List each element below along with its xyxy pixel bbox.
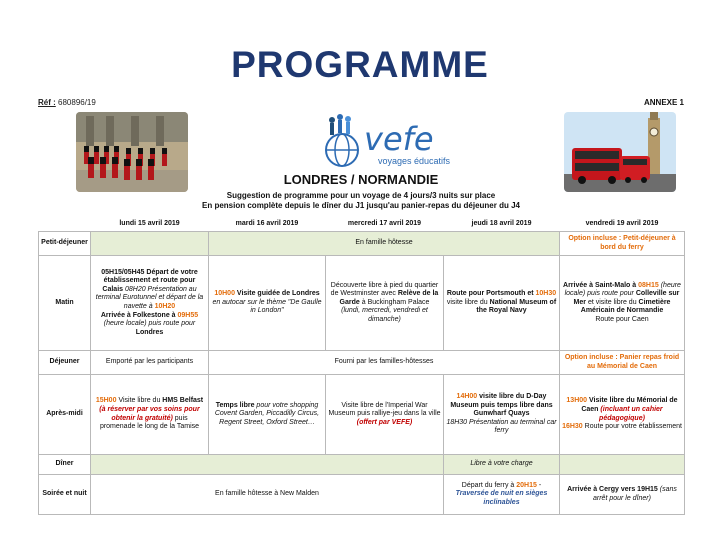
row-label: Soirée et nuit <box>39 475 91 515</box>
day-header: mercredi 17 avril 2019 <box>326 218 444 232</box>
days-header-row <box>39 218 685 232</box>
day-header: jeudi 18 avril 2019 <box>444 218 560 232</box>
cell-mon: 15H00 Visite libre du HMS Belfast (à réserver par vos soins pour obtenir la gratuité) puis promenade le long de la Tamise <box>91 375 209 455</box>
cell-mon: 05H15/05H45 Départ de votre établissement et route pour Calais 08H20 Présentation au terminal Eurotunnel et départ de la navette à 10H20 Arrivée à Folkestone à 09H55 (heure locale) puis route pour Londres <box>91 256 209 351</box>
row-label: Matin <box>39 256 91 351</box>
row-matin <box>39 256 685 351</box>
row-petit-dejeuner <box>39 232 685 256</box>
row-apres-midi <box>39 375 685 455</box>
cell-merged: Fourni par les familles-hôtesses <box>209 351 560 375</box>
cell-fri: 13H00 Visite libre du Mémorial de Caen (incluant un cahier pédagogique) 16H30 Route pour votre établissement <box>560 375 685 455</box>
cell-thu: Départ du ferry à 20H15 - Traversée de nuit en sièges inclinables <box>444 475 560 515</box>
day-header: lundi 15 avril 2019 <box>91 218 209 232</box>
row-label: Petit-déjeuner <box>39 232 91 256</box>
cell-wed: Découverte libre à pied du quartier de Westminster avec Relève de la Garde à Buckingham Palace (lundi, mercredi, vendredi et dimanche) <box>326 256 444 351</box>
programme-document <box>38 98 684 518</box>
programme-suggestion: Suggestion de programme pour un voyage de 4 jours/3 nuits sur place En pension complète depuis le dîner du J1 jusqu'au panier-repas du déjeuner du J4 <box>202 191 520 210</box>
vefe-logo: vefe voyages éducatifs <box>318 112 468 170</box>
cell-fri: Arrivée à Saint-Malo à 08H15 (heure locale) puis route pour Colleville sur Mer et visite libre du Cimetière Américain de Normandie Route pour Caen <box>560 256 685 351</box>
cell-merged: En famille hôtesse <box>209 232 560 256</box>
cell-fri: Arrivée à Cergy vers 19H15 (sans arrêt pour le dîner) <box>560 475 685 515</box>
cell-fri: Option incluse : Petit-déjeuner à bord du ferry <box>560 232 685 256</box>
cell-fri: Option incluse : Panier repas froid au Mémorial de Caen <box>560 351 685 375</box>
cell-mon: Emporté par les participants <box>91 351 209 375</box>
cell-wed: Visite libre de l'Imperial War Museum puis ralliye-jeu dans la ville (offert par VEFE) <box>326 375 444 455</box>
day-header: vendredi 19 avril 2019 <box>560 218 685 232</box>
document-title: LONDRES / NORMANDIE <box>283 172 439 187</box>
cell-thu: Route pour Portsmouth et 10H30 visite libre du National Museum of the Royal Navy <box>444 256 560 351</box>
annexe-label: ANNEXE 1 <box>643 98 684 107</box>
cell-thu: 14H00 visite libre du D-Day Museum puis temps libre dans Gunwharf Quays 18H30 Présentation au terminal car ferry <box>444 375 560 455</box>
row-label: Dîner <box>39 455 91 475</box>
programme-table <box>38 218 685 515</box>
row-label: Déjeuner <box>39 351 91 375</box>
row-diner <box>39 455 685 475</box>
slide-title: PROGRAMME <box>231 44 489 85</box>
cell-merged: En famille hôtesse à New Malden <box>91 475 444 515</box>
row-soiree <box>39 475 685 515</box>
row-label: Après-midi <box>39 375 91 455</box>
row-dejeuner <box>39 351 685 375</box>
cell-tue: 10H00 Visite guidée de Londres en autocar sur le thème "De Gaulle in London" <box>209 256 326 351</box>
day-header: mardi 16 avril 2019 <box>209 218 326 232</box>
reference: Réf : 680896/19 <box>38 98 96 107</box>
cell-thu: Libre à votre charge <box>444 455 560 475</box>
cell-tue: Temps libre pour votre shopping Covent Garden, Piccadilly Circus, Regent Street, Oxford Street… <box>209 375 326 455</box>
